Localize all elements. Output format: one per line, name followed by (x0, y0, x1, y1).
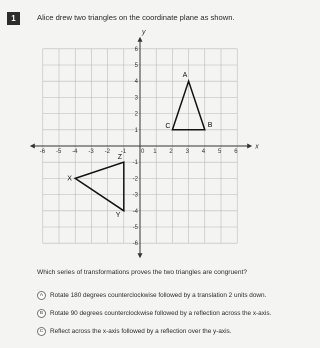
y-tick-label: -2 (132, 176, 138, 183)
choice-b-bubble[interactable]: B (37, 309, 46, 318)
x-axis-label: x (255, 143, 259, 151)
y-tick-label: 3 (134, 95, 138, 102)
choice-a[interactable] (37, 291, 266, 300)
question-number-badge: 1 (7, 12, 20, 25)
choice-c[interactable] (37, 327, 232, 336)
x-tick-label: 6 (234, 149, 238, 155)
x-tick-label: 3 (185, 149, 189, 155)
choice-c-bubble[interactable]: C (37, 327, 46, 336)
x-tick-label: 4 (201, 149, 206, 155)
question-prompt: Which series of transformations proves the two triangles are congruent? (37, 269, 248, 276)
vertex-label-b: B (207, 121, 213, 129)
x-tick-label: -6 (39, 149, 46, 155)
x-tick-label: -2 (104, 149, 110, 155)
tick-labels (40, 29, 259, 247)
vertex-label-z: Z (117, 154, 123, 162)
y-axis-arrow-up (138, 37, 143, 42)
x-tick-label: -5 (56, 149, 62, 155)
y-tick-label: 4 (134, 79, 138, 86)
y-tick-label: 6 (134, 46, 138, 53)
choice-b[interactable] (37, 309, 271, 318)
y-axis-arrow-down (138, 253, 143, 258)
y-tick-label: -5 (132, 225, 138, 231)
choice-a-text: Rotate 180 degrees counterclockwise followed by a translation 2 units down. (50, 292, 267, 299)
choice-b-text: Rotate 90 degrees counterclockwise followed by a reflection across the x-axis. (50, 310, 272, 317)
y-tick-label: 2 (134, 111, 138, 118)
vertex-label-y: Y (115, 211, 121, 219)
question-text: Alice drew two triangles on the coordinate plane as shown. (37, 13, 235, 22)
x-axis-arrow-left (30, 144, 35, 149)
x-tick-label: -3 (88, 149, 94, 155)
choice-c-text: Reflect across the x-axis followed by a reflection over the y-axis. (50, 328, 232, 335)
x-tick-label: 2 (169, 149, 173, 155)
x-tick-label: 0 (141, 149, 145, 155)
x-tick-label: -1 (120, 149, 127, 155)
y-tick-label: 1 (134, 127, 138, 134)
x-tick-label: 5 (218, 149, 222, 155)
choice-a-bubble[interactable]: A (37, 291, 46, 300)
y-tick-label: -6 (132, 241, 138, 248)
triangle-xyz (75, 162, 124, 211)
y-tick-label: -1 (132, 160, 138, 167)
x-axis-arrow-right (247, 144, 252, 149)
vertex-label-c: C (165, 122, 171, 130)
x-tick-label: -4 (72, 149, 78, 155)
y-tick-label: 5 (134, 63, 138, 69)
vertex-label-x: X (67, 175, 72, 183)
y-tick-label: -3 (132, 192, 138, 199)
axes (30, 37, 252, 258)
y-axis-label: y (142, 28, 146, 36)
y-tick-label: -4 (132, 208, 138, 215)
vertex-label-a: A (182, 72, 188, 80)
x-tick-label: 1 (153, 149, 157, 155)
